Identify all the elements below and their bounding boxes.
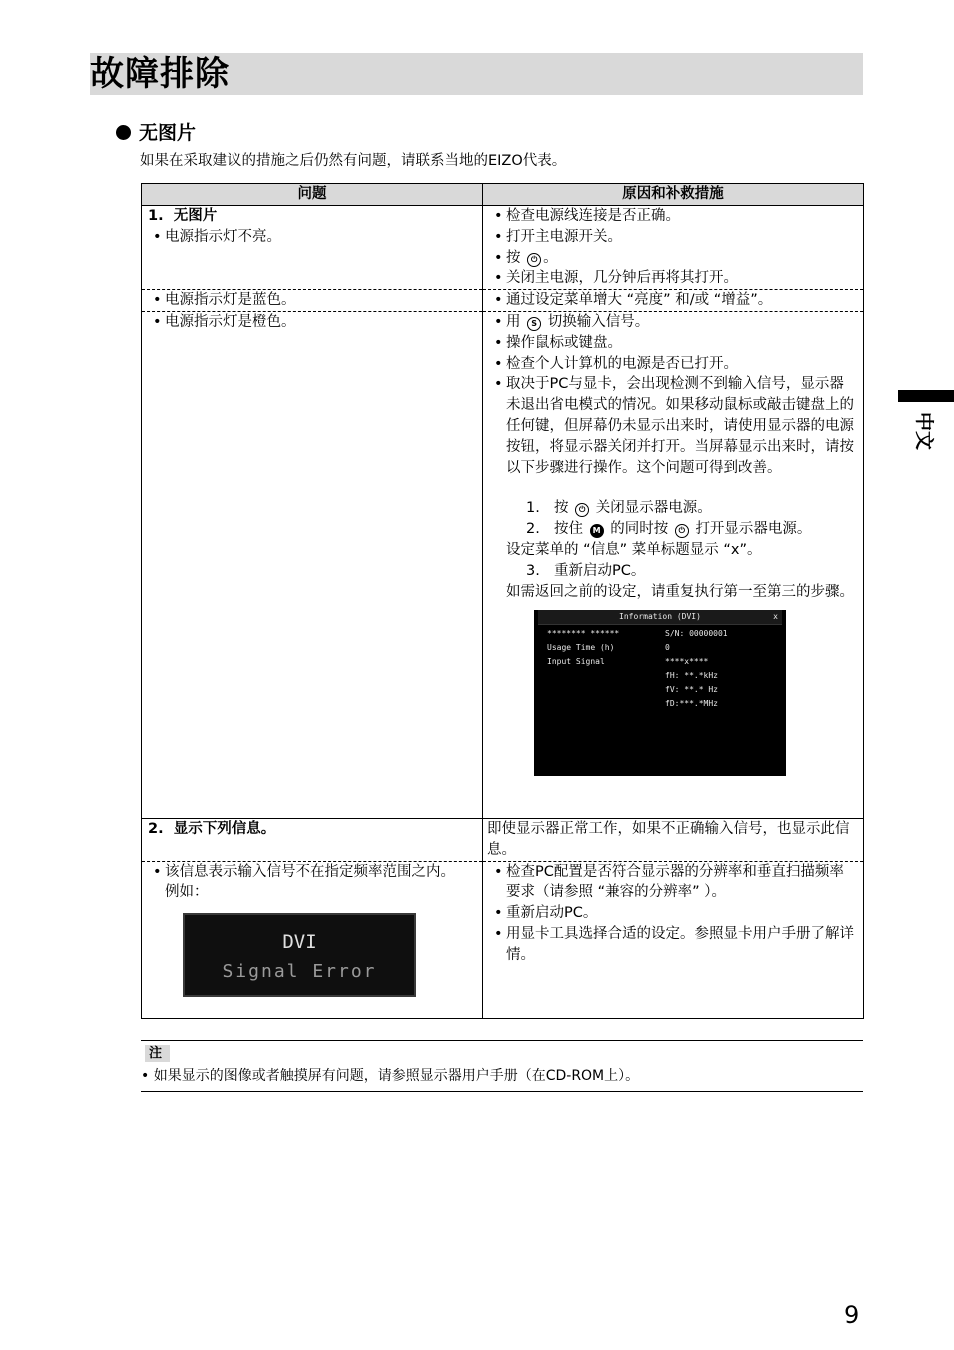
osd-value: 0 — [665, 643, 670, 653]
step-list — [489, 498, 857, 602]
osd-information-screenshot — [534, 610, 786, 776]
mode-button-icon: M — [590, 524, 604, 538]
error-line-2: Signal Error — [222, 961, 377, 983]
step-2-note: 设定菜单的 “信息” 菜单标题显示 “x”。 — [506, 541, 762, 558]
group2-title: 2. 显示下列信息。 — [148, 820, 276, 837]
error-line-1: DVI — [282, 931, 317, 954]
step-2: 2. 按住 M 的同时按 ⏻ 打开显示器电源。 — [526, 521, 812, 538]
signal-button-icon: S — [527, 317, 541, 331]
bullet-dot-icon — [116, 125, 131, 140]
note-text: • 如果显示的图像或者触摸屏有问题，请参照显示器用户手册（在CD-ROM上）。 — [141, 1068, 640, 1084]
osd-row: Usage Time (h) — [547, 643, 615, 653]
osd-close-icon: x — [773, 612, 778, 622]
problem-text: • 电源指示灯是橙色。 — [148, 312, 476, 333]
remedy-item: • 打开主电源开关。 — [489, 227, 857, 248]
problem-text: • 电源指示灯是蓝色。 — [148, 290, 476, 311]
power-button-icon: ⏻ — [575, 503, 589, 517]
remedy-item: • 检查个人计算机的电源是否已打开。 — [489, 354, 857, 375]
table-row — [142, 311, 864, 818]
remedy-item: • 用 S 切换输入信号。 — [489, 312, 857, 333]
page-title: 故障排除 — [90, 54, 230, 94]
header-problem: 问题 — [142, 184, 483, 206]
header-remedy: 原因和补救措施 — [483, 184, 864, 206]
remedy-item: • 按 ⏻ 。 — [489, 248, 857, 269]
remedy-item: • 关闭主电源，几分钟后再将其打开。 — [489, 268, 857, 289]
remedy-item: • 检查PC配置是否符合显示器的分辨率和垂直扫描频率要求（请参照 “兼容的分辨率” ）。 — [489, 862, 857, 904]
remedy-item: • 通过设定菜单增大 “亮度” 和/或 “增益”。 — [489, 290, 857, 311]
osd-row: ******** ****** — [547, 629, 620, 639]
osd-value: fH: **.*kHz — [665, 671, 718, 681]
section-heading-text: 无图片 — [139, 122, 197, 144]
osd-row: Input Signal — [547, 657, 605, 667]
remedy-item: • 取决于PC与显卡，会出现检测不到输入信号，显示器未退出省电模式的情况。如果移动鼠标或敲击键盘上的任何键，但屏幕仍未显示出来时，请使用显示器的电源按钮，将显示器关闭并打开。当屏幕显示出来时，请按以下步骤进行操作。这个问题可得到改善。 — [489, 374, 857, 478]
problem-text: • 该信息表示输入信号不在指定频率范围之内。 — [148, 862, 476, 883]
osd-value: fV: **.* Hz — [665, 685, 718, 695]
step-3-note: 如需返回之前的设定，请重复执行第一至第三的步骤。 — [506, 583, 854, 600]
step-1: 1. 按 ⏻ 关闭显示器电源。 — [526, 500, 712, 517]
note-box — [141, 1040, 863, 1092]
table-row — [142, 206, 864, 290]
example-label: 例如： — [165, 884, 209, 901]
step-3: 3. 重新启动PC。 — [526, 562, 646, 579]
table-row — [142, 861, 864, 1018]
power-button-icon: ⏻ — [527, 253, 541, 267]
osd-title-bar: Information (DVI) x — [538, 610, 782, 625]
side-tab-bar — [898, 390, 954, 402]
osd-value: fD:***.*MHz — [665, 699, 718, 709]
title-bar — [90, 53, 863, 95]
note-label: 注 — [145, 1045, 170, 1062]
osd-value: ****x**** — [665, 657, 709, 667]
remedy-item: • 重新启动PC。 — [489, 903, 857, 924]
table-row — [142, 818, 864, 861]
remedy-item: • 检查电源线连接是否正确。 — [489, 206, 857, 227]
group2-summary: 即使显示器正常工作，如果不正确输入信号，也显示此信息。 — [487, 820, 850, 858]
remedy-item: • 用显卡工具选择合适的设定。参照显卡用户手册了解详情。 — [489, 924, 857, 966]
page-number: 9 — [844, 1301, 860, 1329]
section-heading — [116, 121, 196, 145]
section-intro: 如果在采取建议的措施之后仍然有问题，请联系当地的EIZO代表。 — [140, 153, 567, 169]
signal-error-screenshot — [183, 913, 416, 997]
troubleshooting-table — [141, 183, 864, 1019]
osd-value: S/N: 00000001 — [665, 629, 728, 639]
problem-text: • 电源指示灯不亮。 — [148, 227, 476, 248]
table-row — [142, 290, 864, 312]
remedy-item: • 操作鼠标或键盘。 — [489, 333, 857, 354]
power-button-icon: ⏻ — [675, 524, 689, 538]
group1-title: 1. 无图片 — [148, 208, 218, 224]
side-tab-language: 中文 — [913, 412, 935, 451]
